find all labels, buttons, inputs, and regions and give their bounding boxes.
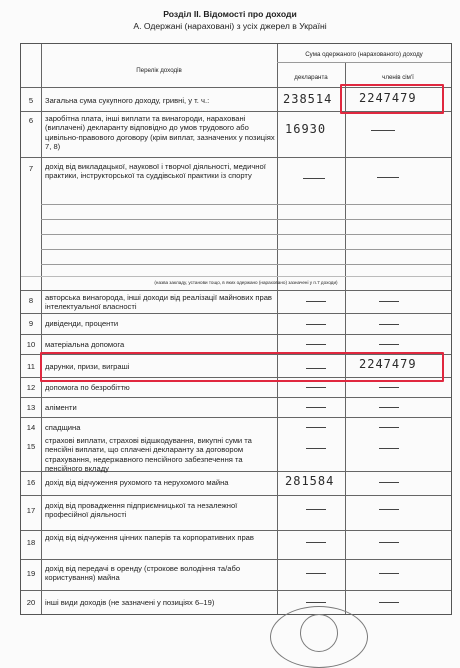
- row-number: 16: [26, 478, 36, 487]
- row-declarant-dash: [306, 542, 326, 543]
- row-declarant-value: 281584: [285, 474, 335, 488]
- row-declarant-dash: [306, 509, 326, 510]
- row-family-dash: [379, 387, 399, 388]
- row-declarant-dash: [303, 178, 325, 179]
- row-label: заробітна плата, інші виплати та винагороди, нараховані (виплачені) декларанту відповідно до умов трудового або цивільно-правового договору (крім виплат, зазначених у позиціях 7, 8): [45, 114, 275, 152]
- row-declarant-dash: [306, 427, 326, 428]
- row-family-dash: [379, 344, 399, 345]
- row-label: спадщина: [45, 423, 81, 432]
- row-family-dash: [379, 301, 399, 302]
- row-family-dash: [379, 542, 399, 543]
- row-number: 20: [26, 598, 36, 607]
- row-declarant-dash: [306, 407, 326, 408]
- row-family-value: 2247479: [359, 91, 417, 105]
- row-family-dash: [371, 130, 395, 131]
- row-number: 14: [26, 423, 36, 432]
- row-label: авторська винагорода, інші доходи від реалізації майнових прав інтелектуальної власності: [45, 293, 272, 312]
- row-label: Загальна сума сукупного доходу, гривні, у т. ч.:: [45, 96, 210, 105]
- highlight-box-gifts: [40, 352, 444, 382]
- row-declarant-dash: [306, 448, 326, 449]
- row-family-dash: [379, 324, 399, 325]
- section-subtitle: А. Одержані (нараховані) з усіх джерел в Україні: [133, 21, 327, 31]
- row-number: 7: [28, 164, 34, 173]
- row-number: 10: [26, 340, 36, 349]
- row-number: 9: [28, 319, 34, 328]
- highlight-box-total: [340, 84, 444, 114]
- section-title: Розділ ІІ. Відомості про доходи: [163, 9, 297, 19]
- income-table: [20, 43, 452, 615]
- row7-note: (назва закладу, установи тощо, в яких одержано (нараховано) зазначені у п.7 доходи): [154, 280, 338, 285]
- row-label: страхові виплати, страхові відшкодування, викупні суми та пенсійні виплати, що сплачені декларанту за договором страхування, недержавного пенсійного забезпечення та пенсійного вкладу: [45, 436, 252, 474]
- row-label: дохід від відчуження цінних паперів та корпоративних прав: [45, 533, 254, 542]
- row-label: допомога по безробіттю: [45, 383, 130, 392]
- row-family-dash: [379, 573, 399, 574]
- row-label: дохід від провадження підприємницької та незалежної професійної діяльності: [45, 501, 238, 520]
- row-number: 17: [26, 506, 36, 515]
- row-label: аліменти: [45, 403, 77, 412]
- row-declarant-dash: [306, 573, 326, 574]
- row-label: дохід від передачі в оренду (строкове володіння та/або користування) майна: [45, 564, 241, 583]
- col-family-header: членів сім'ї: [382, 74, 414, 81]
- row-declarant-dash: [306, 602, 326, 603]
- row-family-dash: [379, 482, 399, 483]
- row-declarant-dash: [306, 344, 326, 345]
- col-declarant-header: декларанта: [294, 74, 328, 81]
- row-family-dash: [379, 448, 399, 449]
- row-label: матеріальна допомога: [45, 340, 125, 349]
- row-label: дохід від викладацької, наукової і творчої діяльності, медичної практики, інструкторської та суддівської практики із спорту: [45, 162, 266, 181]
- col-sum-header: Сума одержаного (нарахованого) доходу: [305, 51, 423, 58]
- row-number: 5: [28, 96, 34, 105]
- row-declarant-dash: [306, 387, 326, 388]
- row-family-dash: [379, 427, 399, 428]
- row-label: інші види доходів (не зазначені у позиціях 6–19): [45, 598, 215, 607]
- row-family-dash: [379, 509, 399, 510]
- row-number: 11: [27, 362, 35, 371]
- row-number: 13: [26, 403, 36, 412]
- row-declarant-value: 238514: [283, 92, 333, 106]
- stamp-emblem: [300, 614, 338, 652]
- row-number: 8: [28, 296, 34, 305]
- col-list-header: Перелік доходів: [136, 67, 182, 74]
- row-family-dash: [379, 407, 399, 408]
- row-number: 18: [26, 538, 36, 547]
- row-declarant-dash: [306, 324, 326, 325]
- row-family-value: 2247479: [359, 357, 417, 371]
- row-number: 15: [26, 442, 36, 451]
- row-number: 12: [26, 383, 36, 392]
- row-family-dash: [379, 602, 399, 603]
- row-declarant-dash: [306, 301, 326, 302]
- row-declarant-value: 16930: [285, 122, 327, 136]
- row-number: 19: [26, 569, 36, 578]
- row-number: 6: [28, 116, 34, 125]
- row-label: дохід від відчуження рухомого та нерухомого майна: [45, 478, 229, 487]
- row-label: дивіденди, проценти: [45, 319, 119, 328]
- row-label: дарунки, призи, виграші: [45, 362, 130, 371]
- row-family-dash: [377, 177, 399, 178]
